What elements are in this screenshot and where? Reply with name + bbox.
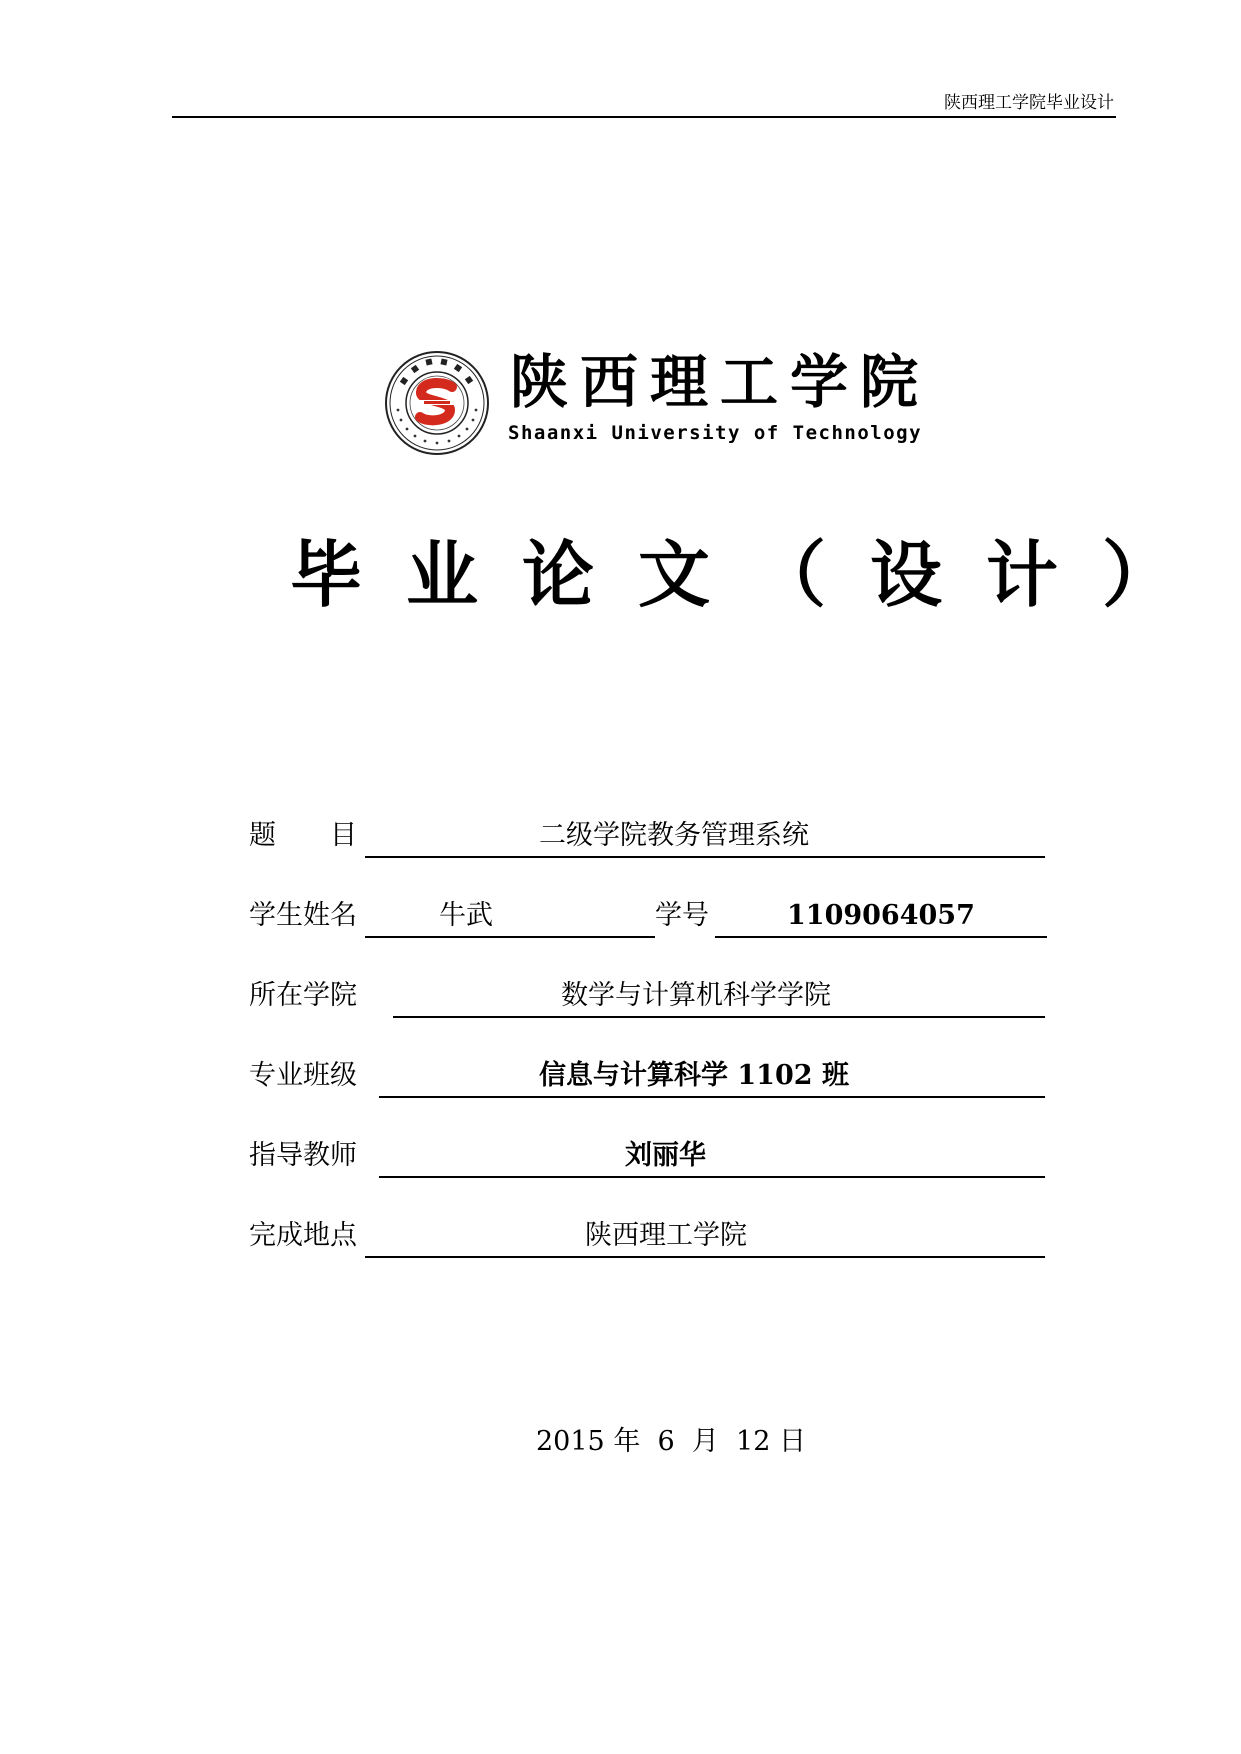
completion-date	[536, 1422, 806, 1462]
university-seal-icon	[384, 350, 490, 456]
field-college-value: 数学与计算机科学学院	[561, 980, 831, 1011]
field-advisor-value: 刘丽华	[625, 1140, 706, 1171]
document-title: 毕业论文（设计）	[290, 533, 1219, 617]
field-student-name-label: 学生姓名	[249, 900, 357, 931]
date-month: 6	[657, 1426, 675, 1457]
university-name-cn: 陕西理工学院	[510, 348, 931, 416]
date-year: 2015	[536, 1426, 605, 1457]
field-major-class-value: 信息与计算科学 1102 班	[539, 1060, 849, 1091]
field-student-name-underline	[365, 896, 655, 938]
date-year-unit: 年	[613, 1426, 641, 1457]
header-text: 陕西理工学院毕业设计	[944, 93, 1114, 113]
date-month-unit: 月	[691, 1426, 719, 1457]
university-name-en: Shaanxi University of Technology	[508, 422, 923, 444]
date-day: 12	[736, 1426, 771, 1457]
field-college-label: 所在学院	[249, 980, 357, 1011]
field-major-class-label: 专业班级	[249, 1060, 357, 1091]
field-student-id-label: 学号	[655, 900, 709, 931]
field-advisor-underline	[379, 1136, 1045, 1178]
field-topic-label: 题 目	[249, 820, 357, 851]
field-student-id-value: 1109064057	[787, 900, 975, 931]
field-location-value: 陕西理工学院	[585, 1220, 747, 1251]
field-location-label: 完成地点	[249, 1220, 357, 1251]
date-day-unit: 日	[778, 1426, 806, 1457]
field-topic-value: 二级学院教务管理系统	[539, 820, 809, 851]
university-logo	[384, 348, 931, 460]
field-student-name-value: 牛武	[439, 900, 493, 931]
field-advisor-label: 指导教师	[249, 1140, 357, 1171]
page-header	[172, 86, 1116, 118]
